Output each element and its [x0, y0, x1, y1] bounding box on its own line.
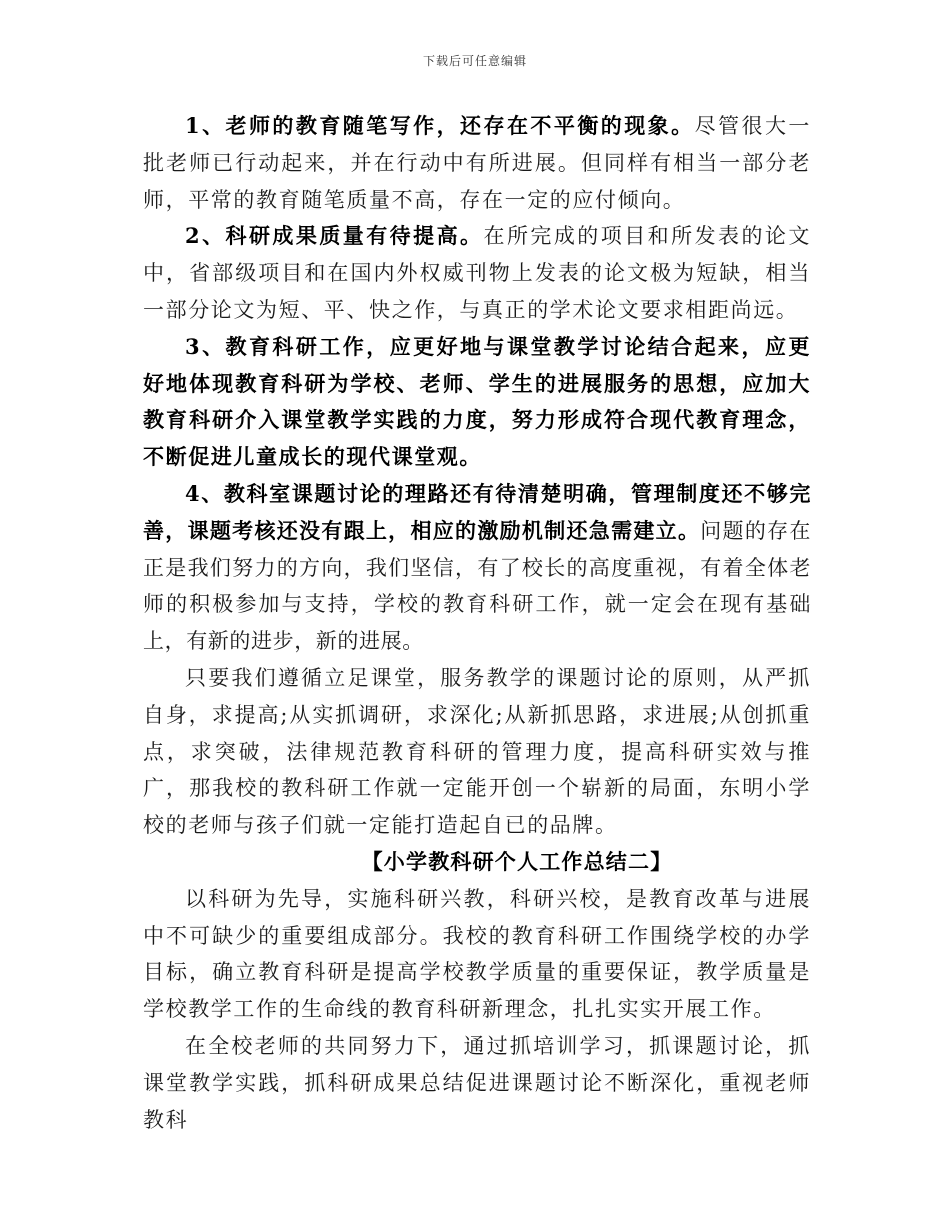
paragraph-3-heading: 3、教育科研工作，应更好地与课堂教学讨论结合起来，应更好地体现教育科研为学校、老师、学生的进展服务的思想，应加大教育科研介入课堂教学实践的力度，努力形成符合现代教育理念，不断促进儿童成长的现代课堂观。: [143, 333, 811, 470]
page-header-note: 下载后可任意编辑: [422, 54, 527, 68]
paragraph-2-heading: 2、科研成果质量有待提高。: [185, 223, 484, 249]
paragraph-6-text: 以科研为先导，实施科研兴教，科研兴校，是教育改革与进展中不可缺少的重要组成部分。我校的教育科研工作围绕学校的办学目标，确立教育科研是提高学校教学质量的重要保证，教学质量是学校教学工作的生命线的教育科研新理念，扎扎实实开展工作。: [143, 886, 811, 1022]
paragraph-1-text: 尽管很大一批老师已行动起来，并在行动中有所进展。但同样有相当一部分老师，平常的教育随笔质量不高，存在一定的应付倾向。: [143, 114, 812, 212]
document-body: [143, 108, 811, 1138]
paragraph-1-heading: 1、老师的教育随笔写作，还存在不平衡的现象。: [185, 113, 695, 138]
paragraph-3: [143, 329, 811, 476]
section-title: 【小学教科研个人工作总结二】: [361, 848, 673, 874]
paragraph-4-heading: 4、教科室课题讨论的理路还有待清楚明确，管理制度还不够完善，课题考核还没有跟上，相应的激励机制还急需建立。: [143, 480, 811, 543]
paragraph-1: [143, 108, 811, 218]
paragraph-4: [143, 476, 811, 660]
paragraph-7: [143, 1028, 811, 1138]
paragraph-7-text: 在全校老师的共同努力下，通过抓培训学习，抓课题讨论，抓课堂教学实践，抓科研成果总结促进课题讨论不断深化，重视老师教科: [143, 1033, 811, 1132]
paragraph-5-text: 只要我们遵循立足课堂，服务教学的课题讨论的原则，从严抓自身，求提高;从实抓调研，求深化;从新抓思路，求进展;从创抓重点，求突破，法律规范教育科研的管理力度，提高科研实效与推广，那我校的教科研工作就一定能开创一个崭新的局面，东明小学校的老师与孩子们就一定能打造起自已的品牌。: [143, 665, 811, 838]
paragraph-4-text: 问题的存在正是我们努力的方向，我们坚信，有了校长的高度重视，有着全体老师的积极参加与支持，学校的教育科研工作，就一定会在现有基础上，有新的进步，新的进展。: [143, 518, 812, 654]
paragraph-6: [143, 881, 811, 1028]
paragraph-2: [143, 218, 811, 328]
paragraph-5: [143, 660, 811, 844]
paragraph-2-text: 在所完成的项目和所发表的论文中，省部级项目和在国内外权威刊物上发表的论文极为短缺，相当一部分论文为短、平、快之作，与真正的学术论文要求相距尚远。: [143, 224, 811, 322]
